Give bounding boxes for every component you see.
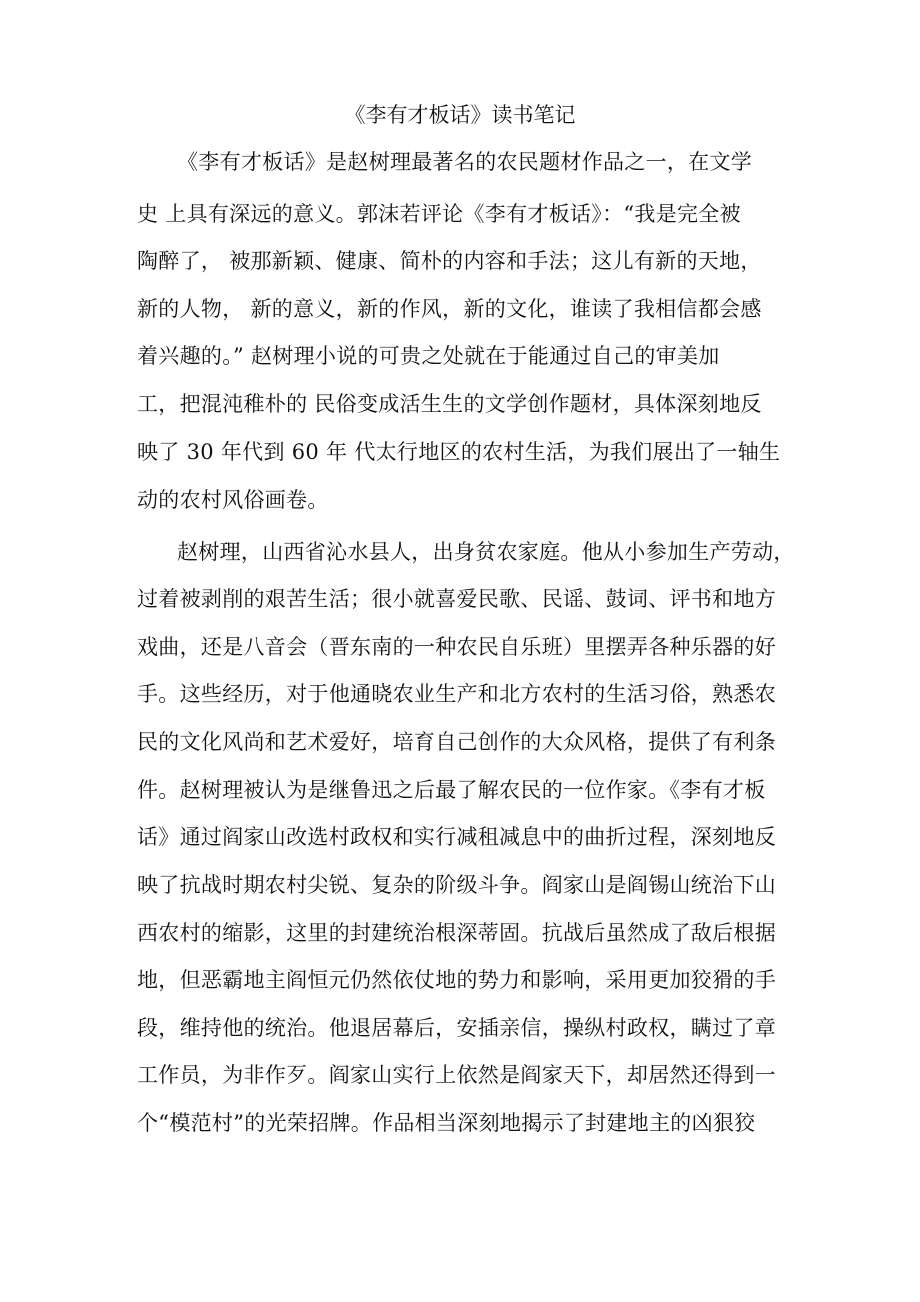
paragraph-1-line-7: 映了 30 年代到 60 年 代太行地区的农村生活，为我们展出了一轴生 [137,440,781,464]
paragraph-1-line-4: 新的人物， 新的意义，新的作风，新的文化，谁读了我相信都会感 [137,297,762,321]
paragraph-2-line-2: 过着被剥削的艰苦生活；很小就喜爱民歌、民谣、鼓词、评书和地方 [137,587,776,611]
paragraph-2-line-11: 段，维持他的统治。他退居幕后，安插亲信，操纵村政权，瞒过了章 [137,1016,776,1040]
paragraph-2-line-3: 戏曲，还是八音会（晋东南的一种农民自乐班）里摆弄各种乐器的好 [137,635,776,659]
paragraph-1-line-5: 着兴趣的。” 赵树理小说的可贵之处就在于能通过自己的审美加 [137,344,720,368]
paragraph-2-line-12: 工作员，为非作歹。阎家山实行上依然是阎家天下，却居然还得到一 [137,1063,776,1087]
paragraph-2-line-6: 件。赵树理被认为是继鲁迅之后最了解农民的一位作家。《李有才板 [137,778,766,802]
document-title: 《李有才板话》读书笔记 [344,103,576,127]
paragraph-1-line-2: 史 上具有深远的意义。郭沫若评论《李有才板话》：“我是完全被 [137,202,741,226]
paragraph-2-line-8: 映了抗战时期农村尖锐、复杂的阶级斗争。阎家山是阎锡山统治下山 [137,873,776,897]
paragraph-2-line-1: 赵树理，山西省沁水县人，出身贫农家庭。他从小参加生产劳动， [177,540,795,564]
paragraph-1-line-8: 动的农村风俗画卷。 [137,488,329,512]
paragraph-2-line-10: 地，但恶霸地主阎恒元仍然依仗地的势力和影响，采用更加狡猾的手 [137,968,776,992]
paragraph-1-line-3: 陶醉了， 被那新颖、健康、简朴的内容和手法；这儿有新的天地， [137,249,762,273]
paragraph-2-line-4: 手。这些经历，对于他通晓农业生产和北方农村的生活习俗，熟悉农 [137,682,776,706]
paragraph-2-line-7: 话》通过阎家山改选村政权和实行减租减息中的曲折过程，深刻地反 [137,825,776,849]
paragraph-1-line-6: 工，把混沌稚朴的 民俗变成活生生的文学创作题材，具体深刻地反 [137,392,762,416]
paragraph-1-line-1: 《李有才板话》是赵树理最著名的农民题材作品之一，在文学 [177,150,753,174]
paragraph-2-line-5: 民的文化风尚和艺术爱好，培育自己创作的大众风格，提供了有利条 [137,730,776,754]
paragraph-2-line-13: 个“模范村”的光荣招牌。作品相当深刻地揭示了封建地主的凶狠狡 [137,1111,756,1135]
paragraph-2-line-9: 西农村的缩影，这里的封建统治根深蒂固。抗战后虽然成了敌后根据 [137,921,776,945]
